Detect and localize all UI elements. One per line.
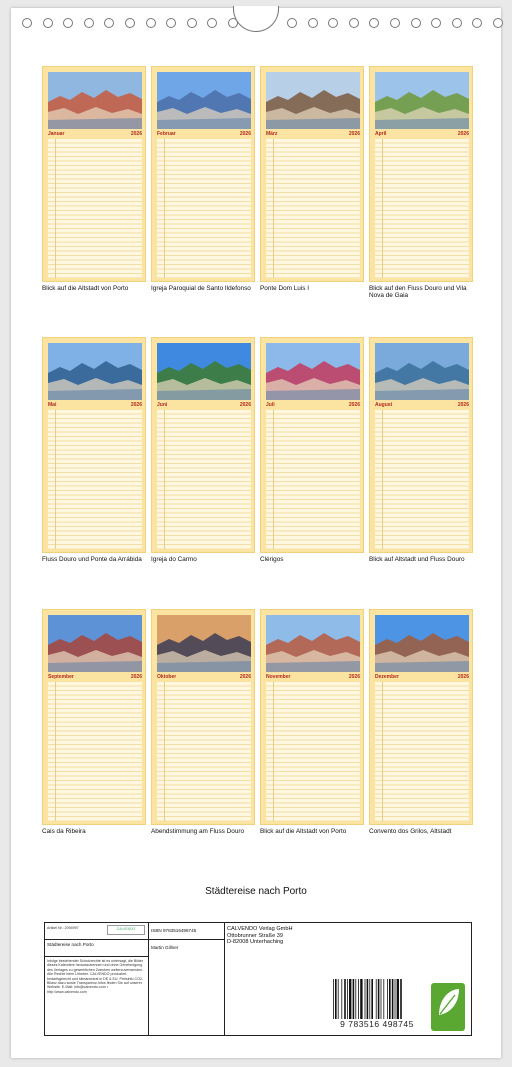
month-caption: Clérigos <box>260 556 284 563</box>
binding-hole <box>43 18 53 28</box>
month-year: 2026 <box>130 131 142 137</box>
binding-hole <box>146 18 156 28</box>
binding-hole <box>431 18 441 28</box>
binding-hole <box>125 18 135 28</box>
day-grid <box>375 139 469 278</box>
month-panel <box>260 337 364 553</box>
isbn: ISBN 9783516498745 <box>151 928 197 933</box>
month-header <box>375 130 469 138</box>
binding-hole <box>166 18 176 28</box>
month-photo <box>48 343 142 400</box>
month-header <box>266 673 360 681</box>
binding-hole <box>187 18 197 28</box>
month-name: März <box>266 131 278 137</box>
month-photo <box>266 615 360 672</box>
binding-hole <box>493 18 503 28</box>
month-name: August <box>375 402 393 408</box>
month-name: Juli <box>266 402 275 408</box>
month-year: 2026 <box>130 674 142 680</box>
binding-hole <box>84 18 94 28</box>
barcode <box>331 979 423 1019</box>
day-grid <box>375 410 469 549</box>
day-grid <box>157 682 251 821</box>
month-header <box>48 673 142 681</box>
month-year: 2026 <box>348 402 360 408</box>
publisher-line-1: CALVENDO Verlag GmbH <box>227 926 293 932</box>
eco-badge <box>431 983 488 1031</box>
month-name: September <box>48 674 74 680</box>
binding-hole <box>104 18 114 28</box>
month-name: November <box>266 674 291 680</box>
month-caption: Convento dos Grilos, Altstadt <box>369 828 452 835</box>
month-year: 2026 <box>457 402 469 408</box>
day-grid <box>157 410 251 549</box>
month-panel <box>260 66 364 282</box>
month-panel <box>369 609 473 825</box>
binding-hole <box>369 18 379 28</box>
month-name: Mai <box>48 402 57 408</box>
month-header <box>48 401 142 409</box>
month-photo <box>375 343 469 400</box>
month-year: 2026 <box>348 674 360 680</box>
month-caption: Ponte Dom Luis I <box>260 285 310 292</box>
month-year: 2026 <box>457 131 469 137</box>
month-header <box>375 401 469 409</box>
month-name: Februar <box>157 131 176 137</box>
month-panel <box>151 66 255 282</box>
month-name: Juni <box>157 402 168 408</box>
month-photo <box>266 72 360 129</box>
binding-hole <box>452 18 462 28</box>
month-caption: Fluss Douro und Ponte da Arrábida <box>42 556 142 563</box>
month-photo <box>157 615 251 672</box>
month-panel <box>260 609 364 825</box>
month-caption: Blick auf den Fluss Douro und Vila Nova de Gaia <box>369 285 467 300</box>
binding-hole <box>63 18 73 28</box>
month-year: 2026 <box>239 402 251 408</box>
calendar-title: Städtereise nach Porto <box>205 886 307 897</box>
month-year: 2026 <box>130 402 142 408</box>
month-photo <box>157 343 251 400</box>
month-panel <box>42 609 146 825</box>
day-grid <box>375 682 469 821</box>
month-header <box>157 673 251 681</box>
imprint-publisher-column <box>225 923 488 1035</box>
binding-hole <box>349 18 359 28</box>
month-name: Dezember <box>375 674 399 680</box>
binding-hole <box>22 18 32 28</box>
month-photo <box>157 72 251 129</box>
imprint-box <box>44 922 488 1036</box>
month-header <box>266 401 360 409</box>
month-caption: Igreja Paroquial de Santo Ildefonso <box>151 285 251 292</box>
day-grid <box>266 139 360 278</box>
month-caption: Blick auf die Altstadt von Porto <box>42 285 129 292</box>
month-caption: Abendstimmung am Fluss Douro <box>151 828 245 835</box>
publisher-line-2: Ottobrunner Straße 39 <box>227 932 283 939</box>
month-year: 2026 <box>239 674 251 680</box>
month-header <box>157 401 251 409</box>
month-photo <box>266 343 360 400</box>
month-caption: Cais da Ribeira <box>42 828 86 835</box>
publisher-line-3: D-82008 Unterhaching <box>227 939 284 945</box>
barcode-number: 9 783516 498745 <box>340 1019 414 1029</box>
month-year: 2026 <box>239 131 251 137</box>
month-header <box>157 130 251 138</box>
day-grid <box>266 410 360 549</box>
binding-hole <box>328 18 338 28</box>
month-header <box>48 130 142 138</box>
calendar-page <box>11 8 501 1058</box>
binding-hole <box>411 18 421 28</box>
day-grid <box>48 139 142 278</box>
month-panel <box>42 66 146 282</box>
month-caption: Blick auf Altstadt und Fluss Douro <box>369 556 465 563</box>
binding-hole <box>472 18 482 28</box>
month-panel <box>42 337 146 553</box>
month-panel <box>151 337 255 553</box>
month-year: 2026 <box>457 674 469 680</box>
binding-hole <box>390 18 400 28</box>
month-header <box>266 130 360 138</box>
product-title: Städtereise nach Porto <box>47 942 94 947</box>
day-grid <box>266 682 360 821</box>
leaf-icon <box>431 983 465 1021</box>
month-name: Januar <box>48 131 65 137</box>
binding-hole <box>308 18 318 28</box>
month-name: April <box>375 131 387 137</box>
eco-label: eco <box>476 1020 488 1027</box>
calvendo-logo: CALVENDO <box>107 925 145 935</box>
imprint-isbn-column <box>149 923 225 1035</box>
month-panel <box>369 66 473 282</box>
author: Martin Gillner <box>151 945 179 950</box>
month-photo <box>375 72 469 129</box>
month-photo <box>375 615 469 672</box>
legal-text: Infolge bestehender Schutzrechte ist es untersagt, die Bilder dieses Kalenders herauszutrennen und ohne Genehmigung des Verlages zu gewerblichen Zwecken weiterzuverwenden. Alle Rechte beim Urheber. CALVENDO produziert bedarfsgerecht und klimaneutral in DE & EU. Preisinfo CO2-Bilanz dazu sowie Transparenz-Infos finden Sie auf unserer Website. E-Mail: info@calvendo.com • http://www.calvendo.com <box>47 959 144 994</box>
month-name: Oktober <box>157 674 177 680</box>
article-number: Artikel Nr.: 2094997 <box>47 926 79 930</box>
month-caption: Blick auf die Altstadt von Porto <box>260 828 347 835</box>
day-grid <box>48 682 142 821</box>
day-grid <box>157 139 251 278</box>
month-year: 2026 <box>348 131 360 137</box>
month-panel <box>151 609 255 825</box>
imprint-info-column <box>45 923 149 1035</box>
month-photo <box>48 72 142 129</box>
binding-hole <box>287 18 297 28</box>
month-header <box>375 673 469 681</box>
month-caption: Igreja do Carmo <box>151 556 197 563</box>
day-grid <box>48 410 142 549</box>
binding-hole <box>207 18 217 28</box>
month-photo <box>48 615 142 672</box>
month-panel <box>369 337 473 553</box>
